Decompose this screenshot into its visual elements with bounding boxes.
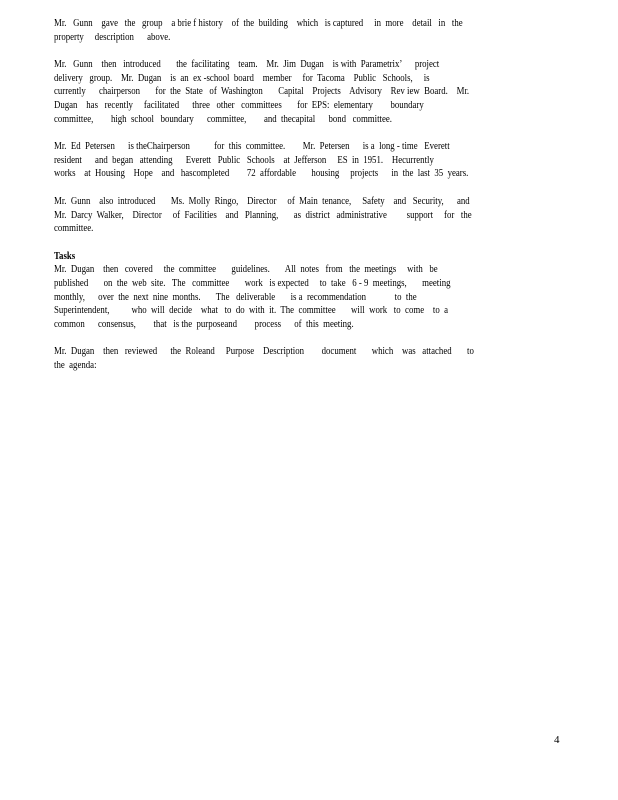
- text-line: delivery group. Mr. Dugan is an ex -school board member for Tacoma Public Schools, is: [54, 72, 430, 84]
- document-body: [54, 17, 556, 386]
- page-number: 4: [554, 734, 560, 746]
- text-line: Mr. Dugan then covered the committee guidelines. All notes from the meetings with be: [54, 264, 438, 276]
- text-line: the agenda:: [54, 359, 97, 371]
- text-line: committee, high school boundary committee, and thecapital bond committee.: [54, 113, 393, 125]
- text-line: Mr. Ed Petersen is theChairperson for this committee. Mr. Petersen is a long - time Everett: [54, 141, 450, 153]
- text-line: Superintendent, who will decide what to do with it. The committee will work to come to a: [54, 305, 449, 317]
- text-line: Dugan has recently facilitated three other committees for EPS: elementary boundary: [54, 99, 424, 111]
- text-line: Mr. Darcy Walker, Director of Facilities and Planning, as district administrative support for the: [54, 209, 472, 221]
- text-line: currently chairperson for the State of Washington Capital Projects Advisory Rev iew Board. Mr.: [54, 86, 470, 98]
- paragraph-purpose-review: [54, 345, 556, 372]
- paragraph-facilitating-team: [54, 58, 556, 126]
- text-line: Mr. Gunn then introduced the facilitating team. Mr. Jim Dugan is with Parametrix’ project: [54, 59, 440, 71]
- text-line: committee.: [54, 223, 94, 235]
- text-line: Mr. Gunn also introduced Ms. Molly Ringo, Director of Main tenance, Safety and Security, and: [54, 195, 470, 207]
- paragraph-chairperson: [54, 140, 556, 181]
- text-line: common consensus, that is the purposeand process of this meeting.: [54, 318, 354, 330]
- paragraph-history: [54, 17, 556, 44]
- tasks-heading: Tasks: [54, 250, 76, 262]
- text-line: published on the web site. The committee work is expected to take 6 - 9 meetings, meeting: [54, 277, 451, 289]
- text-line: Mr. Gunn gave the group a brie f history of the building which is captured in more detail in the: [54, 18, 463, 29]
- text-line: resident and began attending Everett Public Schools at Jefferson ES in 1951. Hecurrently: [54, 154, 434, 166]
- text-line: Mr. Dugan then reviewed the Roleand Purpose Description document which was attached to: [54, 346, 474, 358]
- text-line: works at Housing Hope and hascompleted 72 affordable housing projects in the last 35 years.: [54, 168, 469, 180]
- paragraph-tasks: [54, 250, 556, 332]
- text-line: property description above.: [54, 31, 171, 43]
- text-line: monthly, over the next nine months. The deliverable is a recommendation to the: [54, 291, 417, 303]
- paragraph-district-support: [54, 195, 556, 236]
